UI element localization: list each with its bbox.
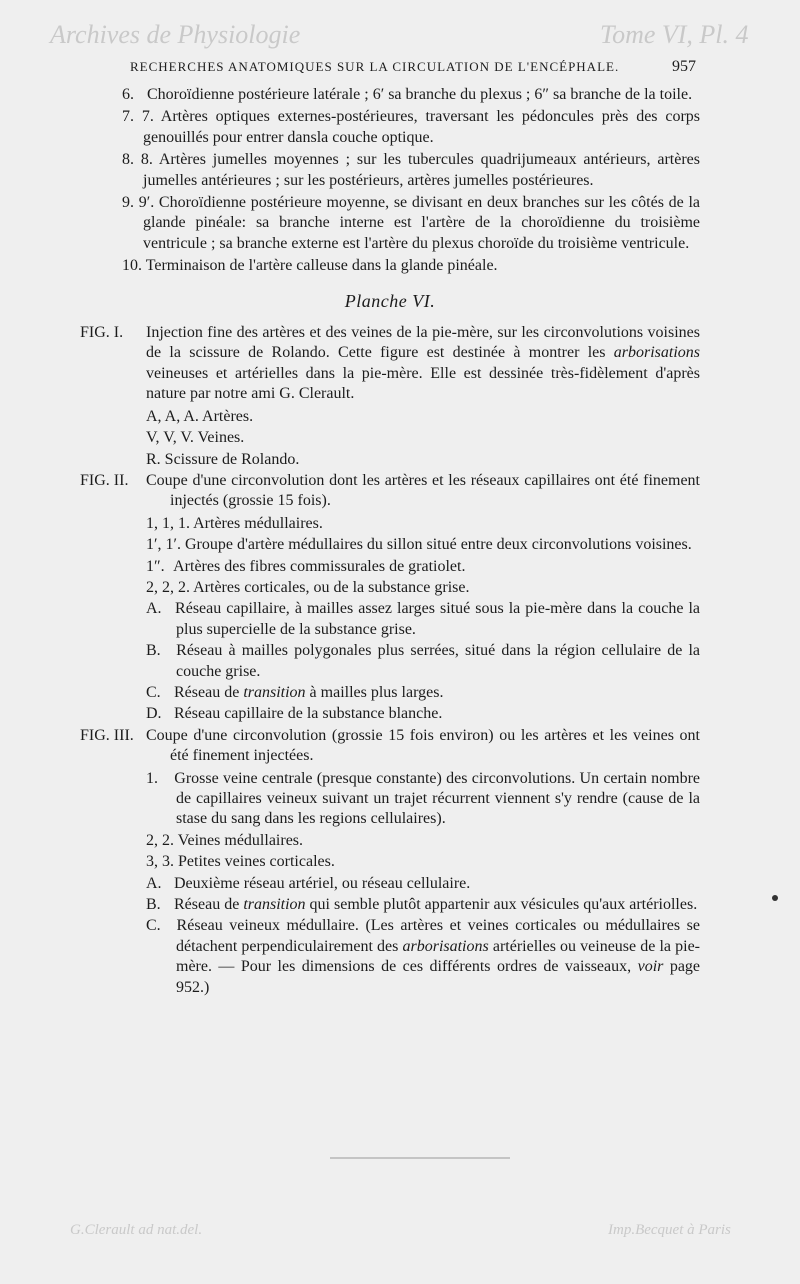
legend-text: page 952.) [176, 958, 701, 996]
running-header [130, 58, 696, 76]
legend-item [80, 831, 700, 851]
legend-item [80, 852, 700, 872]
legend-label: R. [146, 450, 161, 468]
legend-text-emphasis: transition [243, 896, 306, 914]
item-number: 7. 7. [122, 108, 154, 126]
item-number: 9. 9′. [122, 194, 155, 212]
legend-item [80, 874, 700, 894]
legend-text: Veines médullaires. [177, 831, 304, 849]
legend-text: Réseau à mailles polygonales plus serrées, situé dans la région cellulaire de la couche grise. [176, 642, 700, 680]
legend-item [80, 769, 700, 830]
show-through-text-top-left: Archives de Physiologie [50, 20, 301, 49]
legend-label: 1′, 1′. [146, 536, 181, 554]
list-item [80, 256, 700, 276]
legend-item [80, 557, 700, 577]
legend-text: Artères médullaires. [193, 514, 323, 532]
item-number: 6. [122, 86, 134, 103]
legend-label: B. [146, 642, 161, 660]
show-through-rule [330, 1157, 510, 1159]
figure-text: veineuses et artérielles dans la pie-mère. Elle est dessinée très-fidèlement d'après nature par notre ami G. Clerault. [146, 364, 700, 403]
figure-label: FIG. I. [80, 324, 124, 342]
legend-label: A. [146, 600, 162, 618]
show-through-text-bottom-right: Imp.Becquet à Paris [608, 1222, 731, 1238]
legend-label: C. [146, 683, 161, 701]
legend-label: V, V, V. [146, 429, 194, 447]
legend-text: à mailles plus larges. [309, 683, 444, 701]
legend-text: Veines. [197, 429, 245, 447]
legend-item [80, 514, 700, 534]
legend-item [80, 641, 700, 682]
show-through-text-top-right: Tome VI, Pl. 4 [600, 20, 749, 49]
legend-text-emphasis: voir [637, 958, 664, 976]
legend-label: 2, 2. [146, 831, 174, 849]
legend-label: C. [146, 917, 161, 935]
legend-text: artérielles ou veineuse de la pie-mère. — Pour les dimensions de ces différents ordres de vaisseaux, [176, 937, 701, 976]
item-text: Choroïdienne postérieure moyenne, se divisant en deux branches sur les côtés de la glande pinéale: sa branche interne est l'artère de la choroïdienne du troisième ventricule ; sa branche externe est l'artère du plexus choroïde du troisième ventricule. [143, 194, 701, 252]
legend-label: 1, 1, 1. [146, 514, 190, 532]
item-text: Artères jumelles moyennes ; sur les tubercules quadrijumeaux antérieurs, artères jumelles antérieures ; sur les postérieurs, artères jumelles postérieures. [143, 151, 701, 189]
legend-text: Scissure de Rolando. [164, 450, 300, 468]
figure-label: FIG. II. [80, 471, 129, 489]
page-number: 957 [672, 58, 696, 75]
figure-text: Injection fine des artères et des veines de la pie-mère, sur les circonvolutions voisines de la scissure de Rolando. Cette figure est destinée à montrer les [146, 324, 700, 362]
legend-item [80, 428, 700, 448]
legend-label: A, A, A. [146, 407, 199, 425]
show-through-text-bottom-left: G.Clerault ad nat.del. [70, 1222, 203, 1238]
legend-label: 3, 3. [146, 853, 174, 871]
item-text: Terminaison de l'artère calleuse dans la glande pinéale. [145, 257, 498, 275]
legend-item [80, 895, 700, 915]
figure-caption-2 [80, 471, 700, 512]
legend-item [80, 599, 700, 640]
list-item [80, 150, 700, 191]
list-item [80, 107, 700, 148]
legend-text: Artères des fibres commissurales de gratiolet. [173, 557, 466, 575]
figure-text: Coupe d'une circonvolution dont les artères et les réseaux capillaires ont été finement injectés (grossie 15 fois). [146, 471, 700, 510]
legend-label: B. [146, 896, 161, 914]
legend-item [80, 535, 700, 555]
legend-item [80, 704, 700, 724]
figure-label: FIG. III. [80, 726, 134, 744]
item-text: Artères optiques externes-postérieures, traversant les pédoncules près des corps genouillés pour entrer dansla couche optique. [143, 108, 701, 146]
legend-text: Réseau capillaire de la substance blanche. [174, 705, 443, 723]
item-number: 10. [122, 257, 142, 275]
legend-text: Deuxième réseau artériel, ou réseau cellulaire. [174, 874, 471, 892]
ink-dot [772, 895, 778, 901]
legend-text: Artères corticales, ou de la substance grise. [193, 578, 470, 596]
item-text: Choroïdienne postérieure latérale ; 6′ sa branche du plexus ; 6″ sa branche de la toile. [147, 86, 693, 103]
legend-item [80, 450, 700, 470]
legend-item [80, 407, 700, 427]
figure-caption-1 [80, 323, 700, 405]
legend-text: Grosse veine centrale (presque constante) des circonvolutions. Un certain nombre de capillaires veineux suivant un trajet récurrent viennent s'y rendre (cause de la stase du sang dans les regions cellulaires). [174, 769, 700, 828]
legend-label: 1. [146, 769, 158, 787]
page-body [80, 85, 700, 999]
legend-label: 2, 2, 2. [146, 578, 190, 596]
legend-text: Artères. [202, 407, 254, 425]
legend-text: Réseau veineux médullaire. (Les artères et veines corticales ou médullaires se détachent perpendiculairement des [176, 917, 701, 955]
figure-text-emphasis: arborisations [613, 344, 701, 362]
legend-label: A. [146, 874, 162, 892]
legend-item [80, 683, 700, 703]
legend-label: 1″. [146, 557, 165, 575]
plate-heading: Planche VI. [344, 290, 436, 311]
legend-text: Réseau capillaire, à mailles assez larges situé sous la pie-mère dans la couche la plus supercielle de la substance grise. [175, 600, 701, 638]
running-title: RECHERCHES ANATOMIQUES SUR LA CIRCULATION DE L'ENCÉPHALE. [130, 59, 620, 74]
legend-label: D. [146, 705, 162, 723]
figure-caption-3 [80, 726, 700, 767]
legend-text-emphasis: arborisations [402, 937, 489, 955]
legend-text-emphasis: transition [243, 683, 306, 701]
legend-text: Réseau de [174, 683, 240, 701]
figure-text: Coupe d'une circonvolution (grossie 15 fois environ) ou les artères et les veines ont été finement injectées. [146, 726, 700, 765]
item-number: 8. 8. [122, 151, 153, 169]
list-item [80, 193, 700, 254]
legend-text: qui semble plutôt appartenir aux vésicules qu'aux artériolles. [309, 896, 698, 914]
legend-item [80, 578, 700, 598]
legend-text: Réseau de [174, 896, 240, 914]
legend-text: Petites veines corticales. [178, 853, 335, 871]
legend-text: Groupe d'artère médullaires du sillon situé entre deux circonvolutions voisines. [185, 536, 692, 554]
list-item [80, 85, 700, 105]
legend-item [80, 916, 700, 998]
